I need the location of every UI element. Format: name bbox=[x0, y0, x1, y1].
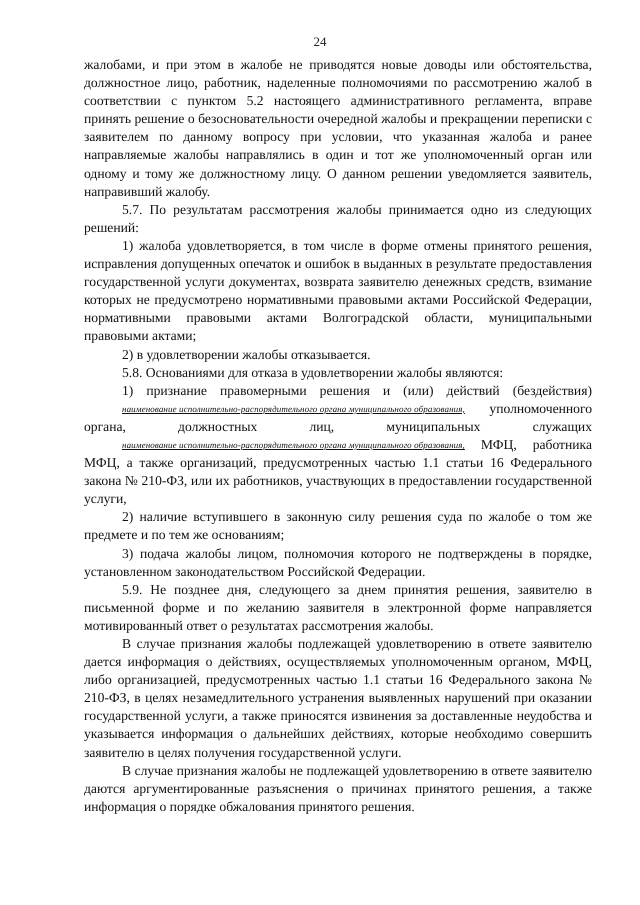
paragraph-5-8-item-2: 2) наличие вступившего в законную силу решения суда по жалобе о том же предмете и по тем же основаниям; bbox=[84, 509, 592, 543]
paragraph-5-7-item-2: 2) в удовлетворении жалобы отказывается. bbox=[122, 346, 371, 362]
item-lead-text: 1) признание правомерными решения и (или) действий (бездействия) bbox=[122, 382, 592, 398]
item-middle-text: уполномоченного органа, должностных лиц, муниципальных служащих bbox=[84, 400, 592, 434]
placeholder-organ-name-1: наименование исполнительно-распорядительного органа муниципального образования, bbox=[122, 403, 465, 414]
page-number: 24 bbox=[313, 34, 327, 49]
paragraph-rejected-case: В случае признания жалобы не подлежащей удовлетворению в ответе заявителю даются аргументированные разъяснения о причинах принятого решения, а также информация о порядке обжалования принятого решения. bbox=[84, 762, 592, 814]
paragraph-satisfied-case: В случае признания жалобы подлежащей удовлетворению в ответе заявителю дается информация о действиях, осуществляемых уполномоченным органом, МФЦ, либо организацией, предусмотренных частью 1.1 статьи 16 Федерального закона № 210-ФЗ, в целях незамедлительного устранения выявленных нарушений при оказании государственной услуги, а также приносятся извинения за доставленные неудобства и указывается информация о дальнейших действиях, которые необходимо совершить заявителю в целях получения государственной услуги. bbox=[84, 636, 592, 760]
document-body bbox=[84, 56, 592, 816]
placeholder-organ-name-2: наименование исполнительно-распорядительного органа муниципального образования, bbox=[122, 439, 465, 450]
paragraph-continuation: жалобами, и при этом в жалобе не приводятся новые доводы или обстоятельства, должностное лицо, работник, наделенные полномочиями по рассмотрению жалоб в соответствии с пунктом 5.2 настоящего административного регламента, вправе принять решение о безосновательности очередной жалобы и прекращении переписки с заявителем по данному вопросу при условии, что указанная жалоба и ранее направляемые жалобы направлялись в один и тот же уполномоченный орган или одному и тому же должностному лицу. О данном решении уведомляется заявитель, направивший жалобу. bbox=[84, 57, 592, 199]
paragraph-5-7-item-1: 1) жалоба удовлетворяется, в том числе в форме отмены принятого решения, исправления допущенных опечаток и ошибок в выданных в результате предоставления государственной услуги документах, возврата заявителю денежных средств, взимание которых не предусмотрено нормативными правовыми актами Российской Федерации, нормативными правовыми актами Волгоградской области, муниципальными правовыми актами; bbox=[84, 237, 592, 344]
item-tail-text: МФЦ, работника МФЦ, а также организаций, предусмотренных частью 1.1 статьи 16 Федерального закона № 210-ФЗ, или их работников, участвующих в предоставлении государственной услуги, bbox=[84, 436, 592, 507]
paragraph-5-7: 5.7. По результатам рассмотрения жалобы принимается одно из следующих решений: bbox=[84, 201, 592, 235]
paragraph-5-8-item-1 bbox=[84, 382, 592, 509]
paragraph-5-8-item-3: 3) подача жалобы лицом, полномочия которого не подтверждены в порядке, установленном законодательством Российской Федерации. bbox=[84, 545, 592, 579]
paragraph-5-9: 5.9. Не позднее дня, следующего за днем принятия решения, заявителю в письменной форме и по желанию заявителя в электронной форме направляется мотивированный ответ о результатах рассмотрения жалобы. bbox=[84, 581, 592, 633]
paragraph-5-8: 5.8. Основаниями для отказа в удовлетворении жалобы являются: bbox=[122, 364, 504, 380]
